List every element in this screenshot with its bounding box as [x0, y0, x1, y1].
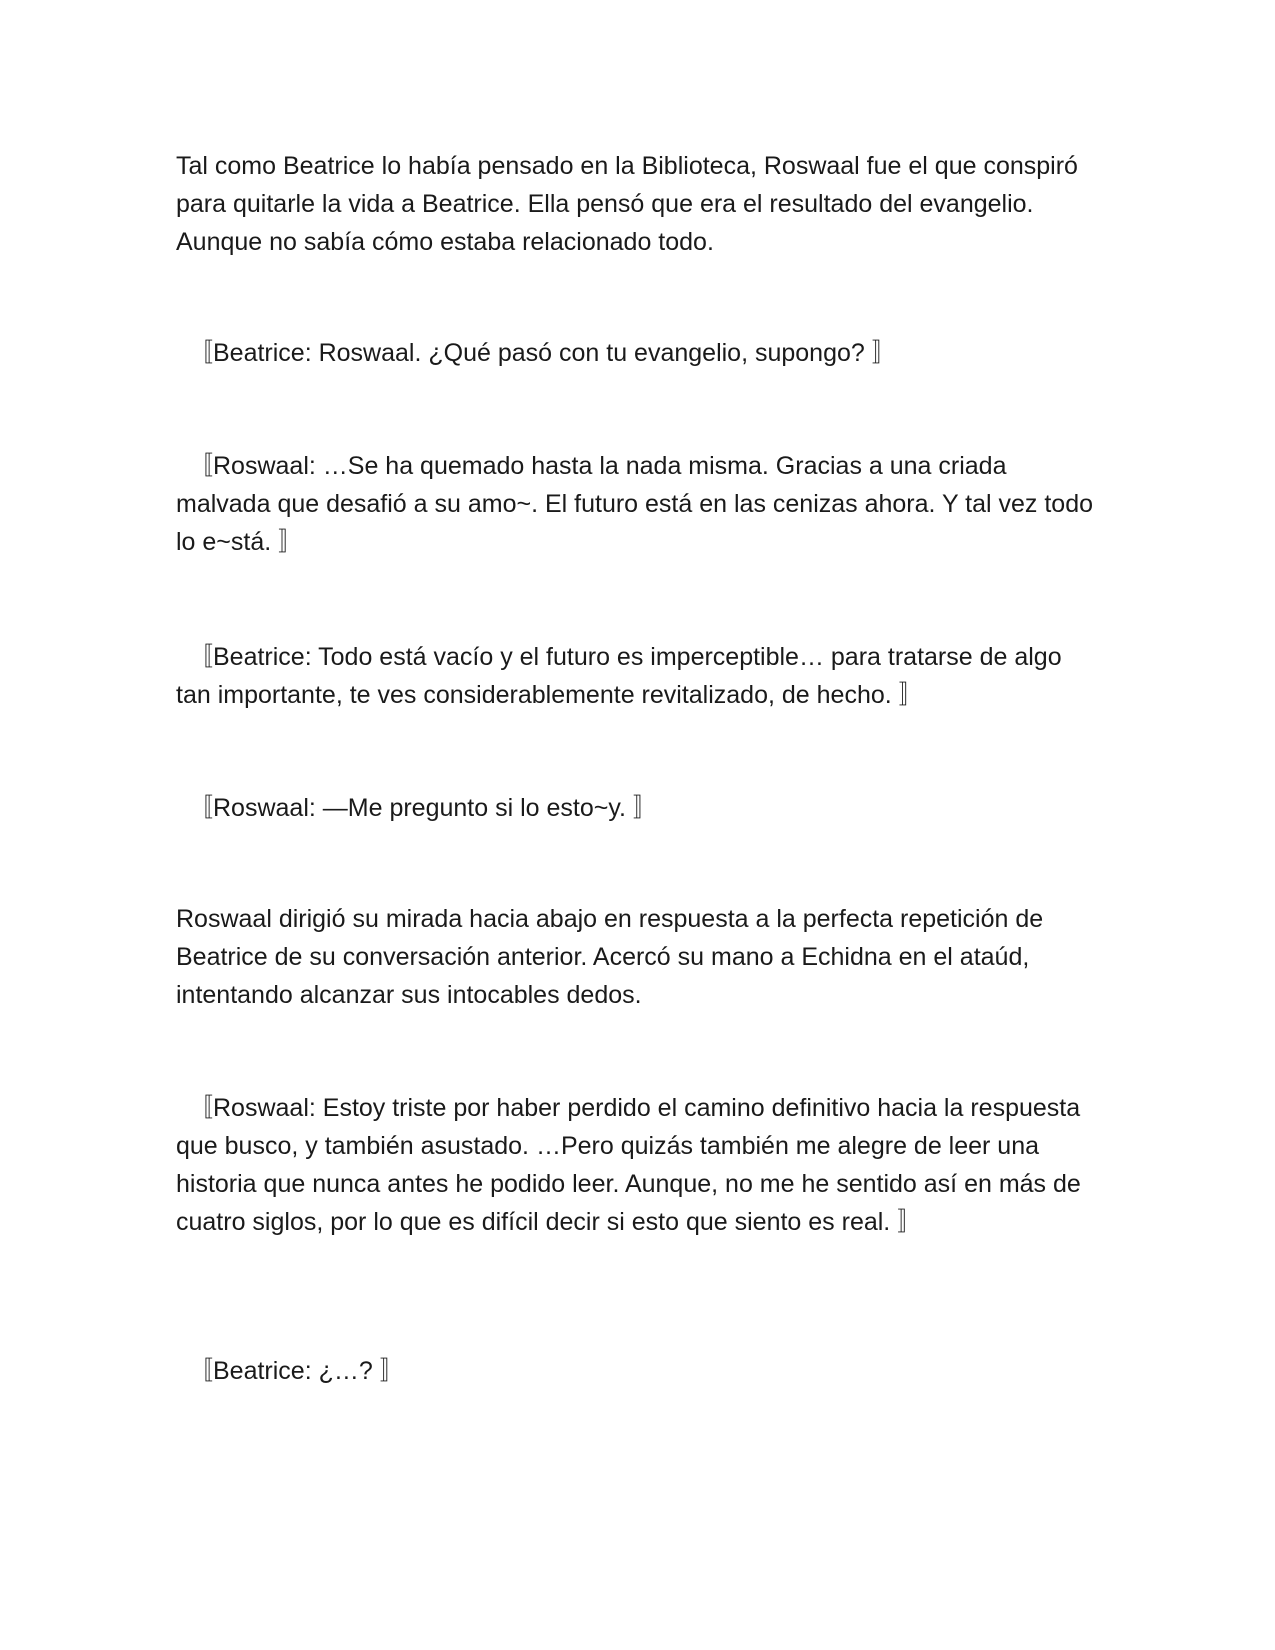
dialogue-roswaal: 〚Roswaal: —Me pregunto si lo esto~y. 〛 [188, 794, 658, 822]
dialogue-roswaal: 〚Roswaal: Estoy triste por haber perdido el camino definitivo hacia la respuesta que busco, y también asustado. …Pero quizás también me alegre de leer una historia que nunca antes he podido leer. Aunque, no me he sentido así en más de cuatro siglos, por lo que es difícil decir si esto que siento es real. 〛 [176, 1094, 1081, 1236]
narration-paragraph: Tal como Beatrice lo había pensado en la Biblioteca, Roswaal fue el que conspiró para quitarle la vida a Beatrice. Ella pensó que era el resultado del evangelio. Aunque no sabía cómo estaba relacionado todo. [176, 152, 1078, 256]
dialogue-beatrice: 〚Beatrice: ¿…? 〛 [188, 1357, 405, 1385]
dialogue-beatrice: 〚Beatrice: Todo está vacío y el futuro es imperceptible… para tratarse de algo tan importante, te ves considerablemente revitalizado, de hecho. 〛 [176, 643, 1062, 709]
dialogue-roswaal: 〚Roswaal: …Se ha quemado hasta la nada misma. Gracias a una criada malvada que desafió a su amo~. El futuro está en las cenizas ahora. Y tal vez todo lo e~stá. 〛 [176, 452, 1094, 556]
dialogue-beatrice: 〚Beatrice: Roswaal. ¿Qué pasó con tu evangelio, supongo? 〛 [188, 339, 897, 367]
narration-paragraph: Roswaal dirigió su mirada hacia abajo en respuesta a la perfecta repetición de Beatrice de su conversación anterior. Acercó su mano a Echidna en el ataúd, intentando alcanzar sus intocables dedos. [176, 905, 1044, 1009]
